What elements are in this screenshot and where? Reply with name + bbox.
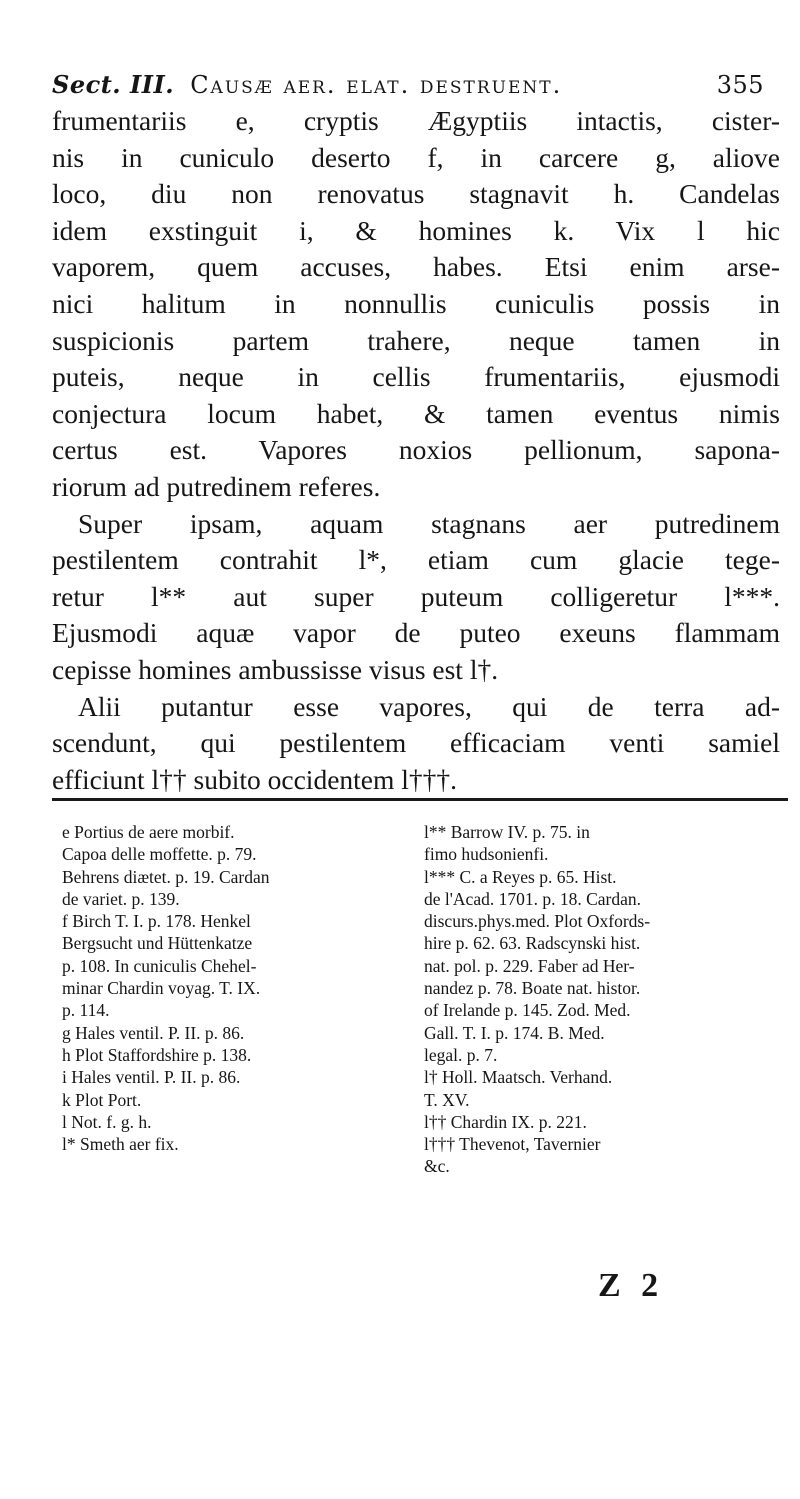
footnote-line: Bergsucht und Hüttenkatze [62, 933, 253, 954]
text-line: nis in cuniculo deserto f, in carcere g, aliove [52, 141, 780, 173]
footnote-line: &c. [424, 1156, 450, 1177]
footnote-line: discurs.phys.med. Plot Oxfords- [424, 911, 651, 932]
footnote-line: Gall. T. I. p. 174. B. Med. [424, 1022, 605, 1043]
footnote-line: p. 114. [62, 1000, 110, 1021]
footnote-line: l Not. f. g. h. [62, 1111, 152, 1132]
text-line: pestilentem contrahit l*, etiam cum glacie tege- [52, 544, 780, 576]
footnote-divider [52, 798, 788, 801]
footnote-line: fimo hudsonienfi. [424, 844, 549, 865]
footnote-line: de l'Acad. 1701. p. 18. Cardan. [424, 888, 641, 909]
footnote-line: l†† Chardin IX. p. 221. [424, 1111, 587, 1132]
running-head [52, 70, 782, 100]
text-line: Alii putantur esse vapores, qui de terra ad- [78, 690, 780, 722]
text-line: frumentariis e, cryptis Ægyptiis intactis, cister- [52, 105, 780, 136]
footnote-line: legal. p. 7. [424, 1044, 498, 1065]
text-line: efficiunt l†† subito occidentem l†††. [52, 763, 458, 795]
footnote-line: l††† Thevenot, Tavernier [424, 1134, 601, 1155]
footnote-line: Capoa delle moffette. p. 79. [62, 844, 257, 865]
footnote-line: l** Barrow IV. p. 75. in [424, 822, 590, 842]
footnote-line: l* Smeth aer fix. [62, 1134, 179, 1155]
text-line: nici halitum in nonnullis cuniculis possis in [52, 287, 780, 319]
footnote-line: l*** C. a Reyes p. 65. Hist. [424, 866, 617, 887]
text-line: puteis, neque in cellis frumentariis, ejusmodi [52, 361, 780, 393]
text-line: Super ipsam, aquam stagnans aer putredinem [78, 507, 780, 539]
page-number: 355 [716, 71, 764, 99]
text-line: scendunt, qui pestilentem efficaciam venti samiel [52, 727, 780, 759]
text-line: conjectura locum habet, & tamen eventus nimis [52, 397, 780, 429]
section-label: Sect. III. [52, 70, 175, 99]
signature-mark: Z 2 [598, 1267, 665, 1304]
footnote-line: Behrens diætet. p. 19. Cardan [62, 866, 270, 887]
text-line: suspicionis partem trahere, neque tamen in [52, 324, 780, 356]
text-line: vaporem, quem accuses, habes. Etsi enim arse- [52, 251, 780, 283]
footnote-line: e Portius de aere morbif. [62, 822, 235, 842]
running-title: Causæ aer. elat. destruent. [190, 71, 563, 99]
footnote-line: minar Chardin voyag. T. IX. [62, 978, 261, 999]
text-line: certus est. Vapores noxios pellionum, sapona- [52, 434, 780, 466]
footnotes-right-column [424, 821, 789, 1178]
footnote-line: nandez p. 78. Boate nat. histor. [424, 978, 641, 999]
footnote-line: T. XV. [424, 1089, 470, 1110]
main-text [52, 103, 780, 798]
text-line: riorum ad putredinem referes. [52, 470, 381, 502]
text-line: loco, diu non renovatus stagnavit h. Candelas [52, 178, 780, 210]
footnote-line: nat. pol. p. 229. Faber ad Her- [424, 955, 635, 976]
text-line: Ejusmodi aquæ vapor de puteo exeuns flammam [52, 617, 780, 649]
footnote-line: k Plot Port. [62, 1089, 142, 1110]
text-line: retur l** aut super puteum colligeretur l***. [52, 580, 780, 612]
footnote-line: hire p. 62. 63. Radscynski hist. [424, 933, 641, 954]
footnote-line: h Plot Staffordshire p. 138. [62, 1044, 252, 1065]
footnote-line: g Hales ventil. P. II. p. 86. [62, 1022, 245, 1043]
footnote-line: of Irelande p. 145. Zod. Med. [424, 1000, 631, 1021]
footnote-line: l† Holl. Maatsch. Verhand. [424, 1067, 613, 1088]
footnote-line: f Birch T. I. p. 178. Henkel [62, 911, 251, 932]
text-line: idem exstinguit i, & homines k. Vix l hic [52, 214, 780, 246]
footnote-line: de variet. p. 139. [62, 888, 180, 909]
footnote-line: p. 108. In cuniculis Chehel- [62, 955, 257, 976]
footnotes-left-column [62, 821, 392, 1155]
footnote-line: i Hales ventil. P. II. p. 86. [62, 1067, 241, 1088]
text-line: cepisse homines ambussisse visus est l†. [52, 653, 499, 685]
